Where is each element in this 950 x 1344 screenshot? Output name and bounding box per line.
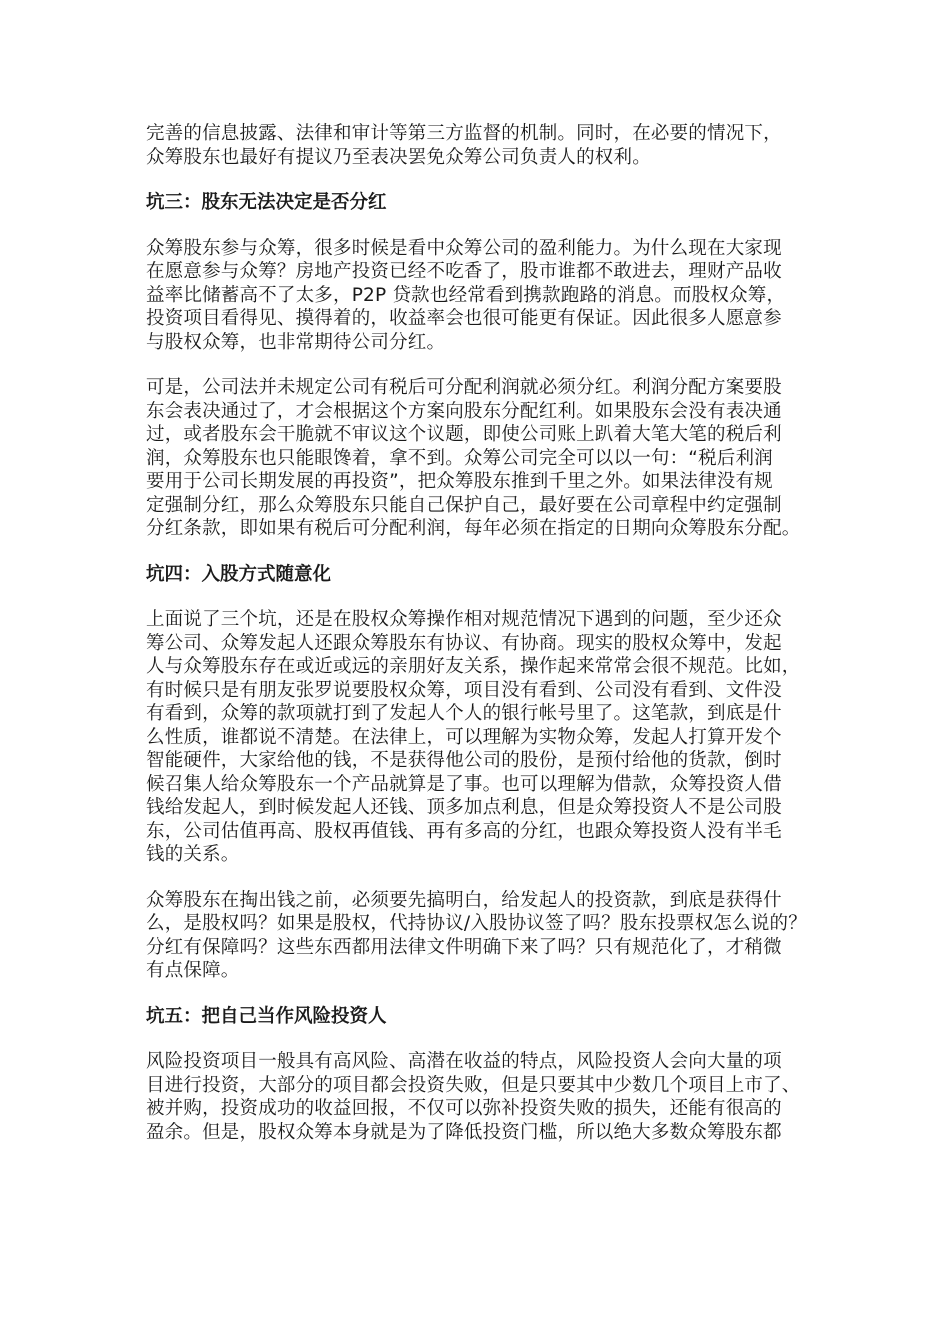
paragraph-venture-capital (146, 1050, 814, 1144)
text-line: 人与众筹股东存在或近或远的亲朋好友关系，操作起来常常会很不规范。比如， (146, 656, 801, 677)
paragraph-informal-investment (146, 608, 814, 867)
document-page (146, 122, 814, 1166)
text-line: 目进行投资，大部分的项目都会投资失败，但是只要其中少数几个项目上市了、 (146, 1074, 801, 1096)
text-line: 风险投资项目一般具有高风险、高潜在收益的特点，风险投资人会向大量的项 (146, 1051, 782, 1072)
text-line: 众筹股东也最好有提议乃至表决罢免众筹公司负责人的权利。 (146, 146, 651, 168)
text-line: 有点保障。 (146, 960, 240, 981)
text-line: 众筹股东参与众筹，很多时候是看中众筹公司的盈利能力。为什么现在大家现 (146, 237, 782, 259)
section-heading-pit-three: 坑三：股东无法决定是否分红 (146, 192, 387, 213)
paragraph-disclosure-mechanism (146, 122, 814, 169)
text-line: 过，或者股东会干脆就不审议这个议题，即使公司账上趴着大笔大笔的税后利 (146, 424, 782, 445)
text-line: 分红有保障吗？这些东西都用法律文件明确下来了吗？只有规范化了，才稍微 (146, 936, 782, 958)
text-line: 在愿意参与众筹？房地产投资已经不吃香了，股市谁都不敢进去，理财产品收 (146, 261, 782, 282)
text-line: 智能硬件，大家给他的钱，不是获得他公司的股份，是预付给他的货款，倒时 (146, 750, 782, 771)
text-line: 要用于公司长期发展的再投资”，把众筹股东推到千里之外。如果法律没有规 (146, 471, 773, 492)
text-line: 上面说了三个坑，还是在股权众筹操作相对规范情况下遇到的问题，至少还众 (146, 609, 782, 630)
text-line: 么，是股权吗？如果是股权，代持协议/入股协议签了吗？股东投票权怎么说的？ (146, 913, 807, 934)
text-line: 投资项目看得见、摸得着的，收益率会也很可能更有保证。因此很多人愿意参 (146, 308, 782, 329)
text-line: 钱的关系。 (146, 844, 240, 865)
paragraph-clarify-before-paying (146, 889, 814, 983)
text-line: 分红条款，即如果有税后可分配利润，每年必须在指定的日期向众筹股东分配。 (146, 518, 801, 539)
text-line: 盈余。但是，股权众筹本身就是为了降低投资门槛，所以绝大多数众筹股东都 (146, 1121, 782, 1143)
text-line: 东会表决通过了，才会根据这个方案向股东分配红利。如果股东会没有表决通 (146, 400, 782, 422)
text-line: 可是，公司法并未规定公司有税后可分配利润就必须分红。利润分配方案要股 (146, 377, 782, 398)
text-line: 钱给发起人，到时候发起人还钱、顶多加点利息，但是众筹投资人不是公司股 (146, 797, 782, 818)
text-line: 定强制分红，那么众筹股东只能自己保护自己，最好要在公司章程中约定强制 (146, 494, 782, 516)
text-line: 么性质，谁都说不清楚。在法律上，可以理解为实物众筹，发起人打算开发个 (146, 726, 782, 748)
paragraph-dividend-rules (146, 376, 814, 541)
section-heading-pit-five: 坑五：把自己当作风险投资人 (146, 1005, 387, 1027)
section-heading-pit-four: 坑四：入股方式随意化 (146, 563, 332, 585)
text-line: 完善的信息披露、法律和审计等第三方监督的机制。同时，在必要的情况下， (146, 123, 782, 144)
text-line: 东，公司估值再高、股权再值钱、再有多高的分红，也跟众筹投资人没有半毛 (146, 820, 782, 842)
text-line: 有看到，众筹的款项就打到了发起人个人的银行帐号里了。这笔款，到底是什 (146, 703, 782, 724)
text-line: 益率比储蓄高不了太多，P2P 贷款也经常看到携款跑路的消息。而股权众筹， (146, 284, 786, 306)
text-line: 众筹股东在掏出钱之前，必须要先搞明白，给发起人的投资款，到底是获得什 (146, 889, 782, 911)
text-line: 与股权众筹，也非常期待公司分红。 (146, 331, 446, 353)
text-line: 有时候只是有朋友张罗说要股权众筹，项目没有看到、公司没有看到、文件没 (146, 679, 782, 701)
text-line: 润，众筹股东也只能眼馋着，拿不到。众筹公司完全可以以一句：“税后利润 (146, 447, 773, 469)
text-line: 筹公司、众筹发起人还跟众筹股东有协议、有协商。现实的股权众筹中，发起 (146, 632, 782, 654)
text-line: 被并购，投资成功的收益回报，不仅可以弥补投资失败的损失，还能有很高的 (146, 1098, 782, 1119)
text-line: 候召集人给众筹股东一个产品就算是了事。也可以理解为借款，众筹投资人借 (146, 773, 782, 795)
paragraph-why-crowdfunding (146, 237, 814, 355)
